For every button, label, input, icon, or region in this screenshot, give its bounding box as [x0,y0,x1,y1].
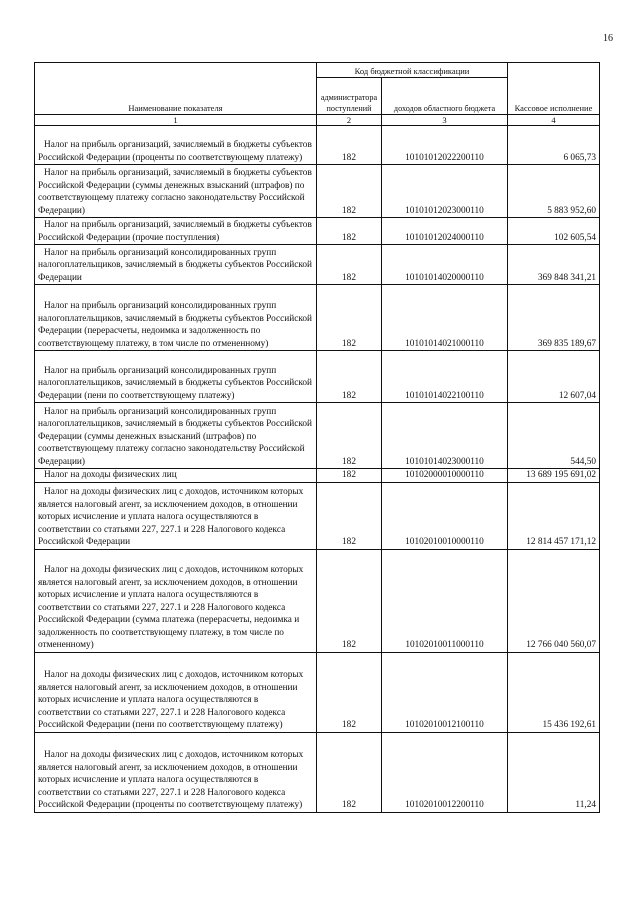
row-admin-code: 182 [317,732,382,812]
row-admin-code: 182 [317,469,382,483]
table-row [35,482,600,549]
table-row [35,245,600,285]
row-name: Налог на доходы физических лиц с доходов, источником которых является налоговый агент, за исключением доходов, в отношении которых исчисление и уплата налога осуществляются в соответствии со статьями 227, 227.1 и 228 Налогового кодекса Российской Федерации [35,482,317,549]
row-value: 12 607,04 [508,351,600,403]
row-value: 13 689 195 691,02 [508,469,600,483]
row-admin-code: 182 [317,245,382,285]
header-income: доходов областного бюджета [382,78,508,115]
row-value: 544,50 [508,403,600,469]
row-budget-code: 10101014023000110 [382,403,508,469]
row-value: 12 766 040 560,07 [508,549,600,652]
table-row [35,403,600,469]
row-admin-code: 182 [317,126,382,165]
row-name: Налог на доходы физических лиц с доходов, источником которых является налоговый агент, за исключением доходов, в отношении которых исчисление и уплата налога осуществляются в соответствии со статьями 227, 227.1 и 228 Налогового кодекса Российской Федерации (пени по соответствующему платежу) [35,652,317,732]
row-name: Налог на прибыль организаций консолидированных групп налогоплательщиков, зачисляемый в бюджеты субъектов Российской Федерации (суммы денежных взысканий (штрафов) по соответствующему платежу согласно законодательству Российской Федерации) [35,403,317,469]
row-value: 369 848 341,21 [508,245,600,285]
table-row [35,165,600,218]
row-budget-code: 10102000010000110 [382,469,508,483]
table-row [35,126,600,165]
row-admin-code: 182 [317,351,382,403]
page-number: 16 [603,33,613,44]
row-admin-code: 182 [317,482,382,549]
row-admin-code: 182 [317,165,382,218]
row-admin-code: 182 [317,652,382,732]
row-name: Налог на прибыль организаций консолидированных групп налогоплательщиков, зачисляемый в бюджеты субъектов Российской Федерации (пени по соответствующему платежу) [35,351,317,403]
table-row [35,218,600,245]
table-row [35,732,600,812]
row-budget-code: 10102010011000110 [382,549,508,652]
row-value: 369 835 189,67 [508,285,600,351]
table-row [35,652,600,732]
header-col-number: 1 [35,115,317,126]
header-code-group: Код бюджетной классификации [317,63,508,78]
row-budget-code: 10102010012100110 [382,652,508,732]
row-value: 12 814 457 171,12 [508,482,600,549]
row-value: 102 605,54 [508,218,600,245]
row-admin-code: 182 [317,549,382,652]
row-budget-code: 10102010012200110 [382,732,508,812]
header-col-number: 2 [317,115,382,126]
table-row [35,351,600,403]
row-value: 15 436 192,61 [508,652,600,732]
row-budget-code: 10101014021000110 [382,285,508,351]
row-name: Налог на прибыль организаций консолидированных групп налогоплательщиков, зачисляемый в бюджеты субъектов Российской Федерации (перерасчеты, недоимка и задолженность по соответствующему платежу, в том числе по отмененному) [35,285,317,351]
row-value: 11,24 [508,732,600,812]
row-admin-code: 182 [317,403,382,469]
row-budget-code: 10101014022100110 [382,351,508,403]
row-name: Налог на прибыль организаций, зачисляемый в бюджеты субъектов Российской Федерации (прочие поступления) [35,218,317,245]
row-admin-code: 182 [317,218,382,245]
row-name: Налог на прибыль организаций, зачисляемый в бюджеты субъектов Российской Федерации (суммы денежных взысканий (штрафов) по соответствующему платежу согласно законодательству Российской Федерации) [35,165,317,218]
row-name: Налог на доходы физических лиц [35,469,317,483]
row-name: Налог на прибыль организаций, зачисляемый в бюджеты субъектов Российской Федерации (проценты по соответствующему платежу) [35,126,317,165]
row-budget-code: 10101014020000110 [382,245,508,285]
header-col-number: 3 [382,115,508,126]
header-admin: администратора поступлений [317,78,382,115]
row-value: 5 883 952,60 [508,165,600,218]
table-header [35,63,600,126]
budget-table [34,62,600,813]
table-row [35,285,600,351]
table-row [35,469,600,483]
row-name: Налог на доходы физических лиц с доходов, источником которых является налоговый агент, за исключением доходов, в отношении которых исчисление и уплата налога осуществляются в соответствии со статьями 227, 227.1 и 228 Налогового кодекса Российской Федерации (проценты по соответствующему платежу) [35,732,317,812]
header-name: Наименование показателя [35,63,317,115]
row-budget-code: 10101012023000110 [382,165,508,218]
table-row [35,549,600,652]
table-body [35,126,600,813]
row-admin-code: 182 [317,285,382,351]
row-budget-code: 10101012024000110 [382,218,508,245]
row-name: Налог на прибыль организаций консолидированных групп налогоплательщиков, зачисляемый в бюджеты субъектов Российской Федерации [35,245,317,285]
row-budget-code: 10101012022200110 [382,126,508,165]
row-budget-code: 10102010010000110 [382,482,508,549]
header-col-number: 4 [508,115,600,126]
row-name: Налог на доходы физических лиц с доходов, источником которых является налоговый агент, за исключением доходов, в отношении которых исчисление и уплата налога осуществляются в соответствии со статьями 227, 227.1 и 228 Налогового кодекса Российской Федерации (сумма платежа (перерасчеты, недоимка и задолженность по соответствующему платежу, в том числе по отмененному) [35,549,317,652]
row-value: 6 065,73 [508,126,600,165]
header-exec: Кассовое исполнение [508,63,600,115]
